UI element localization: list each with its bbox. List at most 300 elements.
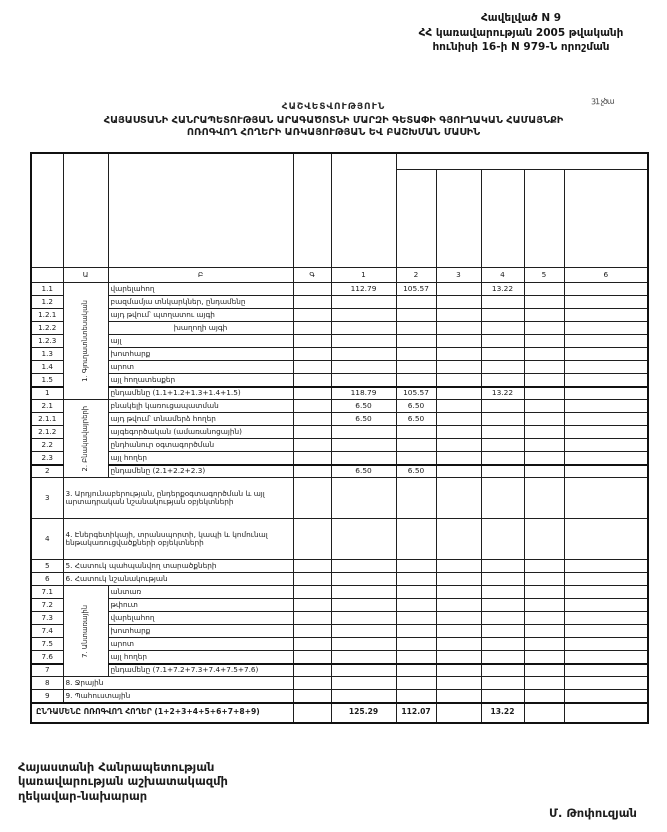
value-cell-c2 — [396, 586, 436, 599]
value-cell-c1 — [331, 625, 396, 638]
row-number-cell: 1.4 — [31, 361, 63, 374]
value-cell-c1 — [331, 296, 396, 309]
col-header-c2 — [396, 170, 436, 268]
value-cell-c3 — [436, 638, 481, 651]
row-number-cell: 1.2.3 — [31, 335, 63, 348]
value-cell-c6 — [564, 426, 648, 439]
row-label-cell: այգեգործական (ամառանոցային) — [108, 426, 293, 439]
value-cell-c2 — [396, 478, 436, 519]
row-label-cell: այլ հողեր — [108, 452, 293, 465]
row-number-cell: 1.2.1 — [31, 309, 63, 322]
value-cell-c2 — [396, 348, 436, 361]
value-cell-c5 — [524, 612, 564, 625]
value-cell-c3 — [436, 625, 481, 638]
value-cell-c6 — [564, 703, 648, 723]
value-cell-c4 — [481, 322, 524, 335]
value-cell-c1 — [331, 573, 396, 586]
row-number-cell: 1.3 — [31, 348, 63, 361]
table-row — [31, 361, 648, 374]
row-number-cell: 8 — [31, 677, 63, 690]
value-cell-c2 — [396, 651, 436, 664]
value-cell-c5 — [524, 519, 564, 560]
value-cell-c3 — [436, 651, 481, 664]
table-row — [31, 426, 648, 439]
row-number-cell: 7.1 — [31, 586, 63, 599]
value-cell-c1 — [331, 599, 396, 612]
table-row — [31, 296, 648, 309]
value-cell-c6 — [564, 478, 648, 519]
report-label: ՀԱՇՎԵՏՎՈՒԹՅՈՒՆ — [281, 102, 386, 112]
header-row-1 — [31, 153, 648, 170]
appendix-line1: Հավելված N 9 — [480, 12, 562, 24]
row-number-cell: 2 — [31, 465, 63, 478]
table-row — [31, 599, 648, 612]
value-cell-c2 — [396, 638, 436, 651]
value-cell-c1: 6.50 — [331, 400, 396, 413]
row-number-cell: 2.3 — [31, 452, 63, 465]
value-cell-c6 — [564, 677, 648, 690]
row-number-cell: 2.1 — [31, 400, 63, 413]
value-cell-c2 — [396, 599, 436, 612]
code-cell — [293, 361, 331, 374]
value-cell-c3 — [436, 452, 481, 465]
value-cell-c2 — [396, 309, 436, 322]
value-cell-c1: 112.79 — [331, 283, 396, 296]
value-cell-c5 — [524, 348, 564, 361]
footer-signatory-block — [18, 760, 228, 803]
value-cell-c2: 105.57 — [396, 387, 436, 400]
value-cell-c6 — [564, 690, 648, 703]
row-label-cell: ընդամենը (1.1+1.2+1.3+1.4+1.5) — [108, 387, 293, 400]
table-row — [31, 374, 648, 387]
code-cell — [293, 426, 331, 439]
row-number-cell: 4 — [31, 519, 63, 560]
row-number-cell: 7.3 — [31, 612, 63, 625]
value-cell-c6 — [564, 560, 648, 573]
table-row — [31, 478, 648, 519]
value-cell-c3 — [436, 612, 481, 625]
value-cell-c6 — [564, 309, 648, 322]
value-cell-c3 — [436, 465, 481, 478]
code-cell — [293, 612, 331, 625]
value-cell-c5 — [524, 573, 564, 586]
numbering-cell: 5 — [524, 268, 564, 283]
row-label-cell: այդ թվում՝ պտղատու այգի — [108, 309, 293, 322]
col-header-purpose — [63, 153, 108, 268]
code-cell — [293, 374, 331, 387]
row-label-cell: 9. Պահուստային — [63, 690, 293, 703]
value-cell-c4 — [481, 677, 524, 690]
value-cell-c2 — [396, 452, 436, 465]
value-cell-c3 — [436, 519, 481, 560]
value-cell-c5 — [524, 664, 564, 677]
value-cell-c1 — [331, 374, 396, 387]
value-cell-c3 — [436, 573, 481, 586]
footer-line3: ղեկավար-նախարար — [18, 788, 148, 803]
value-cell-c5 — [524, 426, 564, 439]
table-header — [31, 153, 648, 283]
value-cell-c4: 13.22 — [481, 703, 524, 723]
value-cell-c6 — [564, 361, 648, 374]
appendix-line2: ՀՀ կառավարության 2005 թվականի — [418, 26, 624, 39]
value-cell-c4 — [481, 465, 524, 478]
value-cell-c2 — [396, 612, 436, 625]
col-header-c6 — [564, 170, 648, 268]
value-cell-c1 — [331, 309, 396, 322]
row-label-cell: 3. Արդյունաբերության, ընդերքօգտագործման և այլ արտադրական նշանակության օբյեկտների — [63, 478, 293, 519]
value-cell-c6 — [564, 586, 648, 599]
table-row — [31, 439, 648, 452]
code-cell — [293, 413, 331, 426]
value-cell-c5 — [524, 586, 564, 599]
value-cell-c5 — [524, 309, 564, 322]
value-cell-c1 — [331, 322, 396, 335]
value-cell-c5 — [524, 283, 564, 296]
value-cell-c5 — [524, 413, 564, 426]
row-number-cell: 1.2 — [31, 296, 63, 309]
value-cell-c3 — [436, 439, 481, 452]
value-cell-c4 — [481, 478, 524, 519]
value-cell-c3 — [436, 677, 481, 690]
value-cell-c3 — [436, 426, 481, 439]
group-label-cell — [63, 586, 108, 677]
group-label-cell — [63, 283, 108, 400]
value-cell-c1: 6.50 — [331, 465, 396, 478]
value-cell-c5 — [524, 478, 564, 519]
row-number-cell: 1.2.2 — [31, 322, 63, 335]
value-cell-c1 — [331, 348, 396, 361]
code-cell — [293, 703, 331, 723]
table-row — [31, 387, 648, 400]
code-cell — [293, 309, 331, 322]
code-cell — [293, 651, 331, 664]
value-cell-c1 — [331, 439, 396, 452]
value-cell-c4 — [481, 452, 524, 465]
footer-line2: կառավարության աշխատակազմի — [18, 774, 228, 789]
code-cell — [293, 625, 331, 638]
value-cell-c1 — [331, 651, 396, 664]
row-label-cell: ընդամենը (7.1+7.2+7.3+7.4+7.5+7.6) — [108, 664, 293, 677]
value-cell-c3 — [436, 283, 481, 296]
code-cell — [293, 283, 331, 296]
numbering-cell: 3 — [436, 268, 481, 283]
value-cell-c2: 112.07 — [396, 703, 436, 723]
code-cell — [293, 677, 331, 690]
code-cell — [293, 478, 331, 519]
value-cell-c4 — [481, 335, 524, 348]
code-cell — [293, 586, 331, 599]
value-cell-c1 — [331, 335, 396, 348]
value-cell-c4: 13.22 — [481, 283, 524, 296]
col-header-c3 — [436, 170, 481, 268]
row-number-cell: 5 — [31, 560, 63, 573]
row-label-cell: խաղողի այգի — [108, 322, 293, 335]
value-cell-c5 — [524, 335, 564, 348]
code-cell — [293, 664, 331, 677]
value-cell-c2 — [396, 322, 436, 335]
value-cell-c6 — [564, 452, 648, 465]
value-cell-c6 — [564, 599, 648, 612]
value-cell-c4 — [481, 296, 524, 309]
row-number-cell: 2.1.2 — [31, 426, 63, 439]
value-cell-c6 — [564, 335, 648, 348]
value-cell-c6 — [564, 413, 648, 426]
value-cell-c2: 6.50 — [396, 465, 436, 478]
table-row — [31, 465, 648, 478]
table-row — [31, 452, 648, 465]
value-cell-c4 — [481, 612, 524, 625]
row-number-cell: 7.6 — [31, 651, 63, 664]
row-number-cell: 7 — [31, 664, 63, 677]
code-cell — [293, 400, 331, 413]
row-label-cell: 6. Հատուկ նշանակության — [63, 573, 293, 586]
table-row — [31, 283, 648, 296]
value-cell-c6 — [564, 348, 648, 361]
value-cell-c4 — [481, 439, 524, 452]
numbering-cell: Ա — [63, 268, 108, 283]
value-cell-c1 — [331, 361, 396, 374]
value-cell-c3 — [436, 400, 481, 413]
value-cell-c4 — [481, 374, 524, 387]
value-cell-c5 — [524, 638, 564, 651]
table-row — [31, 560, 648, 573]
code-cell — [293, 519, 331, 560]
col-header-c4 — [481, 170, 524, 268]
row-label-cell: այլ հողատեսքեր — [108, 374, 293, 387]
value-cell-c3 — [436, 413, 481, 426]
value-cell-c2 — [396, 677, 436, 690]
table-row — [31, 519, 648, 560]
value-cell-c4 — [481, 348, 524, 361]
group-label-text: 2. Բնակավայրերի — [81, 405, 90, 472]
table-row — [31, 638, 648, 651]
table-row — [31, 664, 648, 677]
group-label-text: 1. Գյուղատնտեսական — [81, 300, 90, 382]
table-row — [31, 573, 648, 586]
value-cell-c1 — [331, 560, 396, 573]
table-row — [31, 625, 648, 638]
row-label-cell: ընդամենը (2.1+2.2+2.3) — [108, 465, 293, 478]
table-body — [31, 283, 648, 723]
value-cell-c1 — [331, 612, 396, 625]
value-cell-c6 — [564, 400, 648, 413]
row-number-cell: 7.5 — [31, 638, 63, 651]
value-cell-c3 — [436, 690, 481, 703]
value-cell-c5 — [524, 625, 564, 638]
value-cell-c5 — [524, 296, 564, 309]
value-cell-c4 — [481, 651, 524, 664]
value-cell-c6 — [564, 387, 648, 400]
value-cell-c2 — [396, 374, 436, 387]
value-cell-c5 — [524, 374, 564, 387]
value-cell-c3 — [436, 703, 481, 723]
value-cell-c2 — [396, 664, 436, 677]
value-cell-c2 — [396, 573, 436, 586]
value-cell-c5 — [524, 560, 564, 573]
table-row — [31, 703, 648, 723]
row-label-cell: խոտհարք — [108, 625, 293, 638]
row-label-cell: ընդհանուր օգտագործման — [108, 439, 293, 452]
value-cell-c4 — [481, 625, 524, 638]
row-label-cell: 8. Ջրային — [63, 677, 293, 690]
value-cell-c1 — [331, 690, 396, 703]
value-cell-c4 — [481, 560, 524, 573]
row-label-cell: բնակելի կառուցապատման — [108, 400, 293, 413]
value-cell-c6 — [564, 374, 648, 387]
row-number-cell: 2.1.1 — [31, 413, 63, 426]
code-cell — [293, 573, 331, 586]
table-row — [31, 348, 648, 361]
value-cell-c3 — [436, 664, 481, 677]
row-number-cell: 7.2 — [31, 599, 63, 612]
page-title-line2: ՈՌՈԳՎՈՂ ՀՈՂԵՐԻ ԱՌԿԱՅՈՒԹՅԱՆ ԵՎ ԲԱՇԽՄԱՆ ՄԱՍԻՆ — [186, 127, 481, 139]
value-cell-c3 — [436, 348, 481, 361]
row-label-cell: վարելահող — [108, 612, 293, 625]
value-cell-c4 — [481, 586, 524, 599]
col-header-nn — [31, 153, 63, 268]
row-number-cell: 1.5 — [31, 374, 63, 387]
table-row — [31, 413, 648, 426]
value-cell-c3 — [436, 560, 481, 573]
footer-line1: Հայաստանի Հանրապետության — [18, 760, 215, 774]
value-cell-c5 — [524, 400, 564, 413]
code-cell — [293, 387, 331, 400]
value-cell-c5 — [524, 439, 564, 452]
row-label-cell: վարելահող — [108, 283, 293, 296]
value-cell-c4 — [481, 638, 524, 651]
numbering-cell: 2 — [396, 268, 436, 283]
row-label-cell: անտառ — [108, 586, 293, 599]
value-cell-c4 — [481, 664, 524, 677]
value-cell-c2 — [396, 439, 436, 452]
value-cell-c2 — [396, 690, 436, 703]
value-cell-c1: 118.79 — [331, 387, 396, 400]
page-title — [0, 115, 667, 139]
code-cell — [293, 348, 331, 361]
code-cell — [293, 452, 331, 465]
row-label-cell: բազմամյա տնկարկներ, ընդամենը — [108, 296, 293, 309]
value-cell-c5 — [524, 452, 564, 465]
row-label-cell: խոտհարք — [108, 348, 293, 361]
row-label-cell: այդ թվում՝ տնամերձ հողեր — [108, 413, 293, 426]
value-cell-c4 — [481, 361, 524, 374]
value-cell-c1: 125.29 — [331, 703, 396, 723]
value-cell-c1 — [331, 478, 396, 519]
value-cell-c2 — [396, 426, 436, 439]
col-header-total — [331, 153, 396, 268]
value-cell-c2 — [396, 519, 436, 560]
table-row — [31, 612, 648, 625]
value-cell-c6 — [564, 439, 648, 452]
row-number-cell: 9 — [31, 690, 63, 703]
value-cell-c1 — [331, 677, 396, 690]
value-cell-c1 — [331, 664, 396, 677]
value-cell-c3 — [436, 387, 481, 400]
code-cell — [293, 465, 331, 478]
value-cell-c4 — [481, 573, 524, 586]
value-cell-c6 — [564, 573, 648, 586]
row-label-cell: այլ հողեր — [108, 651, 293, 664]
table-row — [31, 322, 648, 335]
value-cell-c2 — [396, 625, 436, 638]
code-cell — [293, 322, 331, 335]
value-cell-c2: 6.50 — [396, 413, 436, 426]
value-cell-c1 — [331, 586, 396, 599]
code-cell — [293, 599, 331, 612]
value-cell-c6 — [564, 283, 648, 296]
value-cell-c3 — [436, 309, 481, 322]
code-cell — [293, 335, 331, 348]
value-cell-c6 — [564, 465, 648, 478]
report-table — [30, 152, 649, 724]
column-numbering-row — [31, 268, 648, 283]
numbering-cell: 4 — [481, 268, 524, 283]
row-label-cell: արոտ — [108, 361, 293, 374]
value-cell-c6 — [564, 651, 648, 664]
table-row — [31, 400, 648, 413]
value-cell-c4 — [481, 426, 524, 439]
value-cell-c5 — [524, 703, 564, 723]
value-cell-c3 — [436, 374, 481, 387]
numbering-cell — [31, 268, 63, 283]
value-cell-c2: 105.57 — [396, 283, 436, 296]
table-row — [31, 309, 648, 322]
value-cell-c3 — [436, 586, 481, 599]
value-cell-c6 — [564, 612, 648, 625]
numbering-cell: Բ — [108, 268, 293, 283]
value-cell-c5 — [524, 387, 564, 400]
code-cell — [293, 296, 331, 309]
value-cell-c5 — [524, 465, 564, 478]
value-cell-c3 — [436, 599, 481, 612]
value-cell-c3 — [436, 478, 481, 519]
value-cell-c3 — [436, 296, 481, 309]
code-cell — [293, 690, 331, 703]
row-label-cell: թփուտ — [108, 599, 293, 612]
group-label-cell — [63, 400, 108, 478]
grand-total-label-cell: ԸՆԴԱՄԵՆԸ ՈՌՈԳՎՈՂ ՀՈՂԵՐ (1+2+3+4+5+6+7+8+9) — [31, 703, 293, 723]
group-label-text: 7. Անտառային — [81, 604, 90, 658]
appendix-note — [375, 11, 667, 55]
value-cell-c1 — [331, 519, 396, 560]
row-number-cell: 2.2 — [31, 439, 63, 452]
page-title-line1: ՀԱՅԱՍՏԱՆԻ ՀԱՆՐԱՊԵՏՈՒԹՅԱՆ ԱՐԱԳԱԾՈՏՆԻ ՄԱՐԶԻ ԳԵՏԱՓԻ ԳՅՈՒՂԱԿԱՆ ՀԱՄԱՅՆՔԻ — [103, 115, 564, 126]
value-cell-c5 — [524, 361, 564, 374]
table-row — [31, 335, 648, 348]
value-cell-c5 — [524, 651, 564, 664]
value-cell-c6 — [564, 519, 648, 560]
value-cell-c2 — [396, 560, 436, 573]
value-cell-c5 — [524, 690, 564, 703]
value-cell-c5 — [524, 322, 564, 335]
value-cell-c6 — [564, 296, 648, 309]
table-row — [31, 586, 648, 599]
value-cell-c3 — [436, 322, 481, 335]
value-cell-c3 — [436, 335, 481, 348]
row-number-cell: 7.4 — [31, 625, 63, 638]
value-cell-c4 — [481, 400, 524, 413]
value-cell-c2 — [396, 335, 436, 348]
value-cell-c4 — [481, 519, 524, 560]
row-number-cell: 6 — [31, 573, 63, 586]
value-cell-c6 — [564, 322, 648, 335]
row-number-cell: 1.1 — [31, 283, 63, 296]
value-cell-c6 — [564, 638, 648, 651]
value-cell-c6 — [564, 664, 648, 677]
value-cell-c1 — [331, 638, 396, 651]
value-cell-c4 — [481, 690, 524, 703]
value-cell-c5 — [524, 677, 564, 690]
